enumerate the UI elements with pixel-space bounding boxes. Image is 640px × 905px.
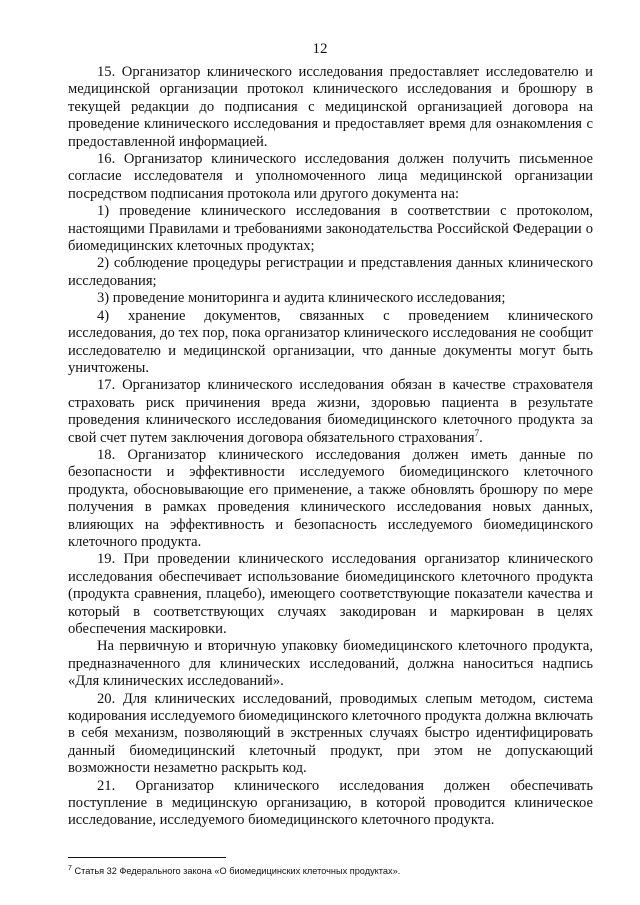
footnote-reference[interactable]: 7 — [474, 427, 480, 438]
paragraph-20: 20. Для клинических исследований, проводимых слепым методом, система кодирования исследуемого биомедицинского клеточного продукта должна включать в себя механизм, позволяющий в экстренных случаях быстро идентифицировать данный биомедицинский клеточный продукт, при этом не допускающий возможности незаметно раскрыть код. — [68, 690, 593, 777]
paragraph-16: 16. Организатор клинического исследования должен получить письменное согласие исследователя и уполномоченного лица медицинской организации посредством подписания протокола или другого документа на: — [68, 151, 593, 202]
list-item-1: 1) проведение клинического исследования в соответствии с протоколом, настоящими Правилами и требованиями законодательства Российской Федерации о биомедицинских клеточных продуктах; — [68, 203, 593, 255]
paragraph-19-packaging: На первичную и вторичную упаковку биомедицинского клеточного продукта, предназначенного для клинических исследований, должна наноситься надпись «Для клинических исследований». — [68, 638, 593, 690]
page-number: 12 — [312, 41, 328, 57]
paragraph-17 — [68, 377, 593, 447]
paragraph-15: 15. Организатор клинического исследования предоставляет исследователю и медицинской организации протокол клинического исследования и брошюру в текущей редакции до подписания с медицинской организацией договора на проведение клинического исследования и предоставляет время для ознакомления с предоставленной информацией. — [68, 64, 593, 150]
footnote-separator — [68, 857, 226, 858]
paragraph-17-end: . — [479, 429, 483, 446]
list-item-2: 2) соблюдение процедуры регистрации и представления данных клинического исследования; — [68, 255, 593, 289]
footnote-mark: 7 — [68, 864, 72, 872]
paragraph-21: 21. Организатор клинического исследования должен обеспечивать поступление в медицинскую организацию, в которой проводится клиническое исследование, исследуемого биомедицинского клеточного продукта. — [68, 777, 593, 829]
paragraph-18: 18. Организатор клинического исследования должен иметь данные по безопасности и эффективности исследуемого биомедицинского клеточного продукта, обосновывающие его применение, а также обновлять брошюру по мере получения в рамках проведения клинического исследования новых данных, влияющих на эффективность и безопасность исследуемого биомедицинского клеточного продукта. — [68, 446, 593, 550]
list-item-3: 3) проведение мониторинга и аудита клинического исследования; — [97, 290, 506, 307]
paragraph-17-text: 17. Организатор клинического исследования обязан в качестве страхователя страховать риск причинения вреда жизни, здоровью пациента в результате проведения клинического исследования биомедицинского клеточного продукта за свой счет путем заключения договора обязательного страхования — [68, 377, 593, 446]
footnote-text: Статья 32 Федерального закона «О биомедицинских клеточных продуктах». — [71, 866, 401, 876]
document-body — [68, 64, 593, 830]
paragraph-19: 19. При проведении клинического исследования организатор клинического исследования обеспечивает использование биомедицинского клеточного продукта (продукта сравнения, плацебо), имеющего соответствующие показатели качества и который в соответствующих случаях закодирован и маркирован в целях обеспечения маскировки. — [68, 551, 593, 637]
footnote — [68, 866, 593, 877]
list-item-4: 4) хранение документов, связанных с проведением клинического исследования, до тех пор, пока организатор клинического исследования не сообщит исследователю и медицинской организации, что данные документы могут быть уничтожены. — [68, 307, 593, 376]
